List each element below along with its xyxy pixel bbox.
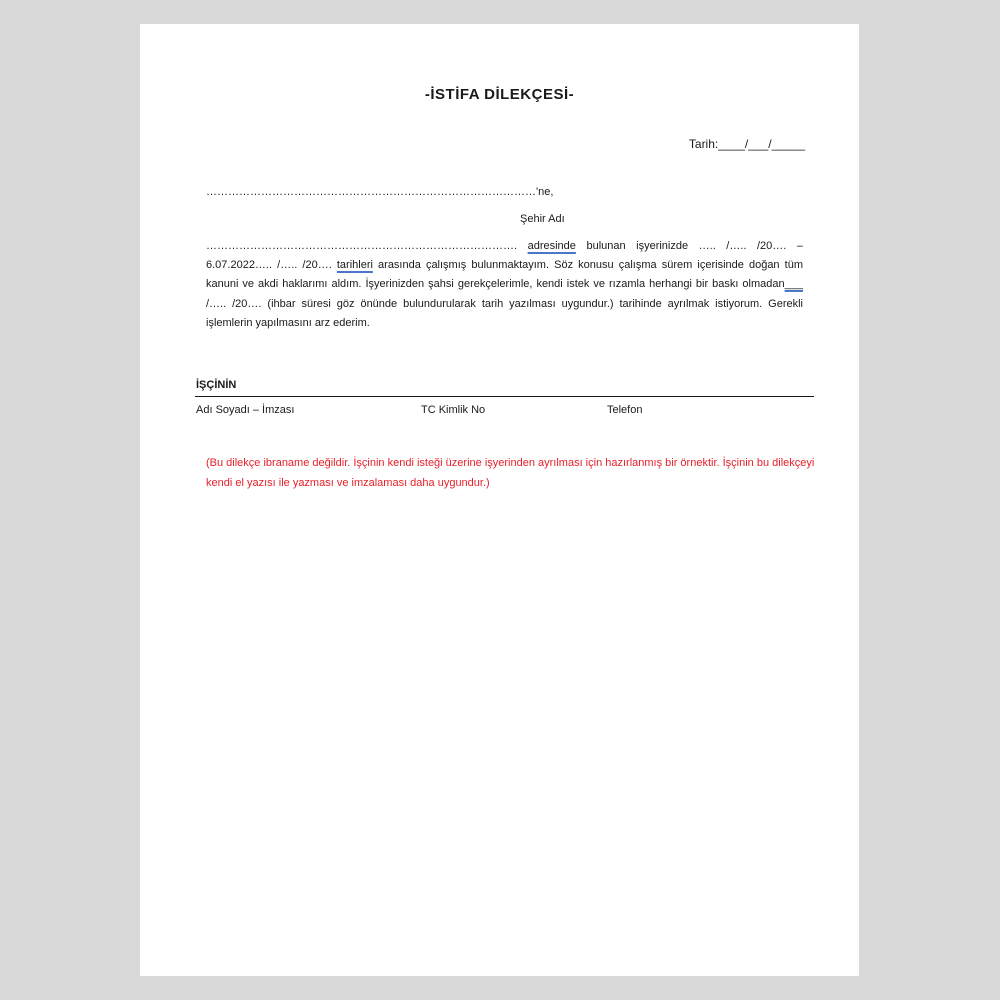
city-label: Şehir Adı	[520, 213, 565, 225]
body-text-part: ………………………………………………………………………….	[206, 240, 528, 252]
column-name-signature: Adı Soyadı – İmzası	[196, 404, 295, 416]
column-phone: Telefon	[607, 404, 643, 416]
body-paragraph	[206, 237, 803, 333]
spellcheck-word-tarihleri: tarihleri	[336, 259, 373, 272]
addressee-line: ………………………………………………………………………………'ne,	[206, 186, 554, 198]
body-text-part: arasında çalışmış bulunmaktayım. Söz konusu çalışma sürem içerisinde doğan tüm kanuni ve akdi haklarımı aldım. İşyerinizden şahsi gerekçelerimle, kendi istek ve rızamla herhangi bir baskı olmadan	[206, 259, 803, 291]
spellcheck-blank: ___	[784, 278, 803, 291]
spellcheck-word-adresinde: adresinde	[527, 240, 576, 252]
document-page	[140, 24, 859, 976]
worker-section-heading: İŞÇİNİN	[196, 379, 237, 391]
date-line: Tarih:____/___/_____	[688, 137, 805, 151]
column-tc-id: TC Kimlik No	[421, 404, 486, 416]
body-text-part: bulunan işyerinizde ….. /….. /20…. – 6.07.2022….. /….. /20….	[206, 240, 803, 272]
body-text-part: /….. /20…. (ihbar süresi göz önünde bulundurularak tarih yazılması uygundur.) tarihinde ayrılmak istiyorum. Gerekli işlemlerin yapılmasını arz ederim.	[206, 297, 803, 329]
disclaimer-note: (Bu dilekçe ibraname değildir. İşçinin kendi isteği üzerine işyerinden ayrılması için hazırlanmış bir örnektir. İşçinin bu dilekçeyi kendi el yazısı ile yazması ve imzalaması daha uygundur.)	[206, 457, 815, 489]
document-title: -İSTİFA DİLEKÇESİ-	[424, 86, 575, 103]
section-divider	[195, 396, 814, 397]
